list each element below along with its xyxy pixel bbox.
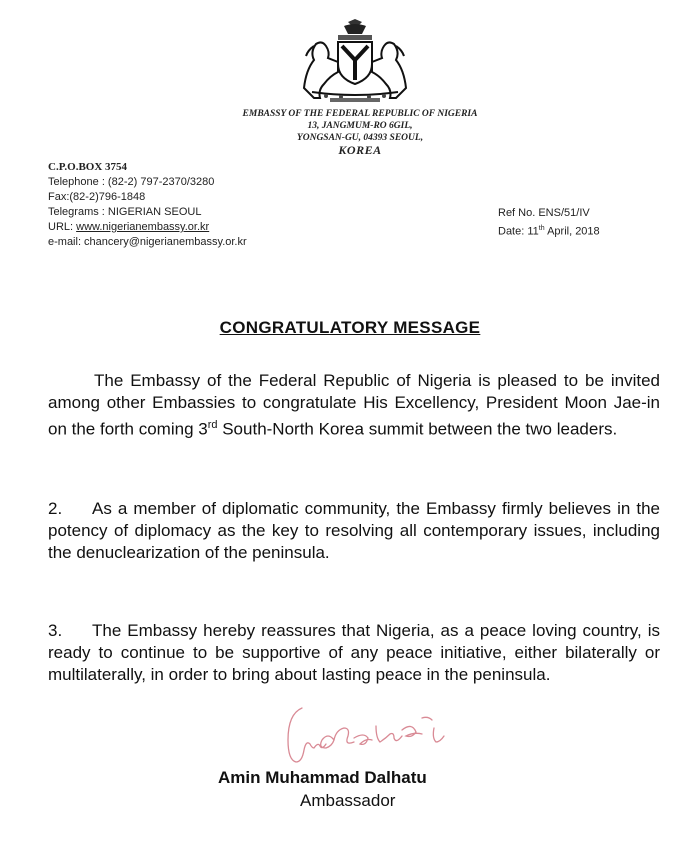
signatory-name: Amin Muhammad Dalhatu [218, 768, 427, 787]
url-line [48, 220, 368, 235]
letterhead-line-2: 13, JANGMUM-RO 6GIL, [307, 121, 413, 131]
p3-text: The Embassy hereby reassures that Nigeria, as a peace loving country, is ready to continue to be supportive of any peace initiative, either bilaterally or multilaterally, in order to bring about lasting peace in the peninsula. [48, 621, 660, 684]
p1-sup: rd [207, 419, 218, 431]
p2-number: 2. [48, 499, 63, 518]
p1-text-a: The Embassy of the Federal Republic of Nigeria is pleased to be invited among other Embassies to congratulate His Excellency, President Moon Jae-in on the forth coming 3 [48, 371, 660, 439]
letterhead-line-1: EMBASSY OF THE FEDERAL REPUBLIC OF NIGERIA [242, 109, 478, 119]
handwritten-signature [272, 700, 462, 770]
reference-block [498, 206, 678, 240]
signatory-title: Ambassador [300, 791, 396, 810]
p2-text: As a member of diplomatic community, the Embassy firmly believes in the potency of diplomacy as the key to resolving all contemporary issues, including the denuclearization of the peninsula. [48, 499, 660, 562]
paragraph-2 [48, 498, 660, 564]
p3-number: 3. [48, 621, 63, 640]
po-box: C.P.O.BOX 3754 [48, 161, 128, 173]
date-sup: th [538, 225, 545, 232]
email[interactable]: e-mail: chancery@nigerianembassy.or.kr [48, 236, 247, 248]
document-title: CONGRATULATORY MESSAGE [219, 318, 481, 337]
p1-text-b: South-North Korea summit between the two leaders. [217, 419, 618, 439]
url-label: URL: [48, 221, 77, 233]
date-suffix: April, 2018 [544, 225, 600, 238]
website-link[interactable]: www.nigerianembassy.or.kr [76, 221, 210, 233]
letterhead-line-4: KOREA [338, 143, 382, 157]
coat-of-arms-emblem [296, 18, 414, 104]
paragraph-3 [48, 620, 660, 686]
telegrams: Telegrams : NIGERIAN SEOUL [48, 206, 202, 218]
fax: Fax:(82-2)796-1848 [48, 191, 146, 203]
embassy-letterhead [200, 108, 520, 156]
ref-number: Ref No. ENS/51/IV [498, 207, 590, 219]
date-prefix: Date: 11 [498, 225, 539, 238]
telephone: Telephone : (82-2) 797-2370/3280 [48, 176, 215, 188]
letter-date [498, 221, 678, 240]
paragraph-1 [48, 370, 660, 441]
contact-block [48, 160, 368, 250]
letterhead-line-3: YONGSAN-GU, 04393 SEOUL, [296, 133, 424, 143]
